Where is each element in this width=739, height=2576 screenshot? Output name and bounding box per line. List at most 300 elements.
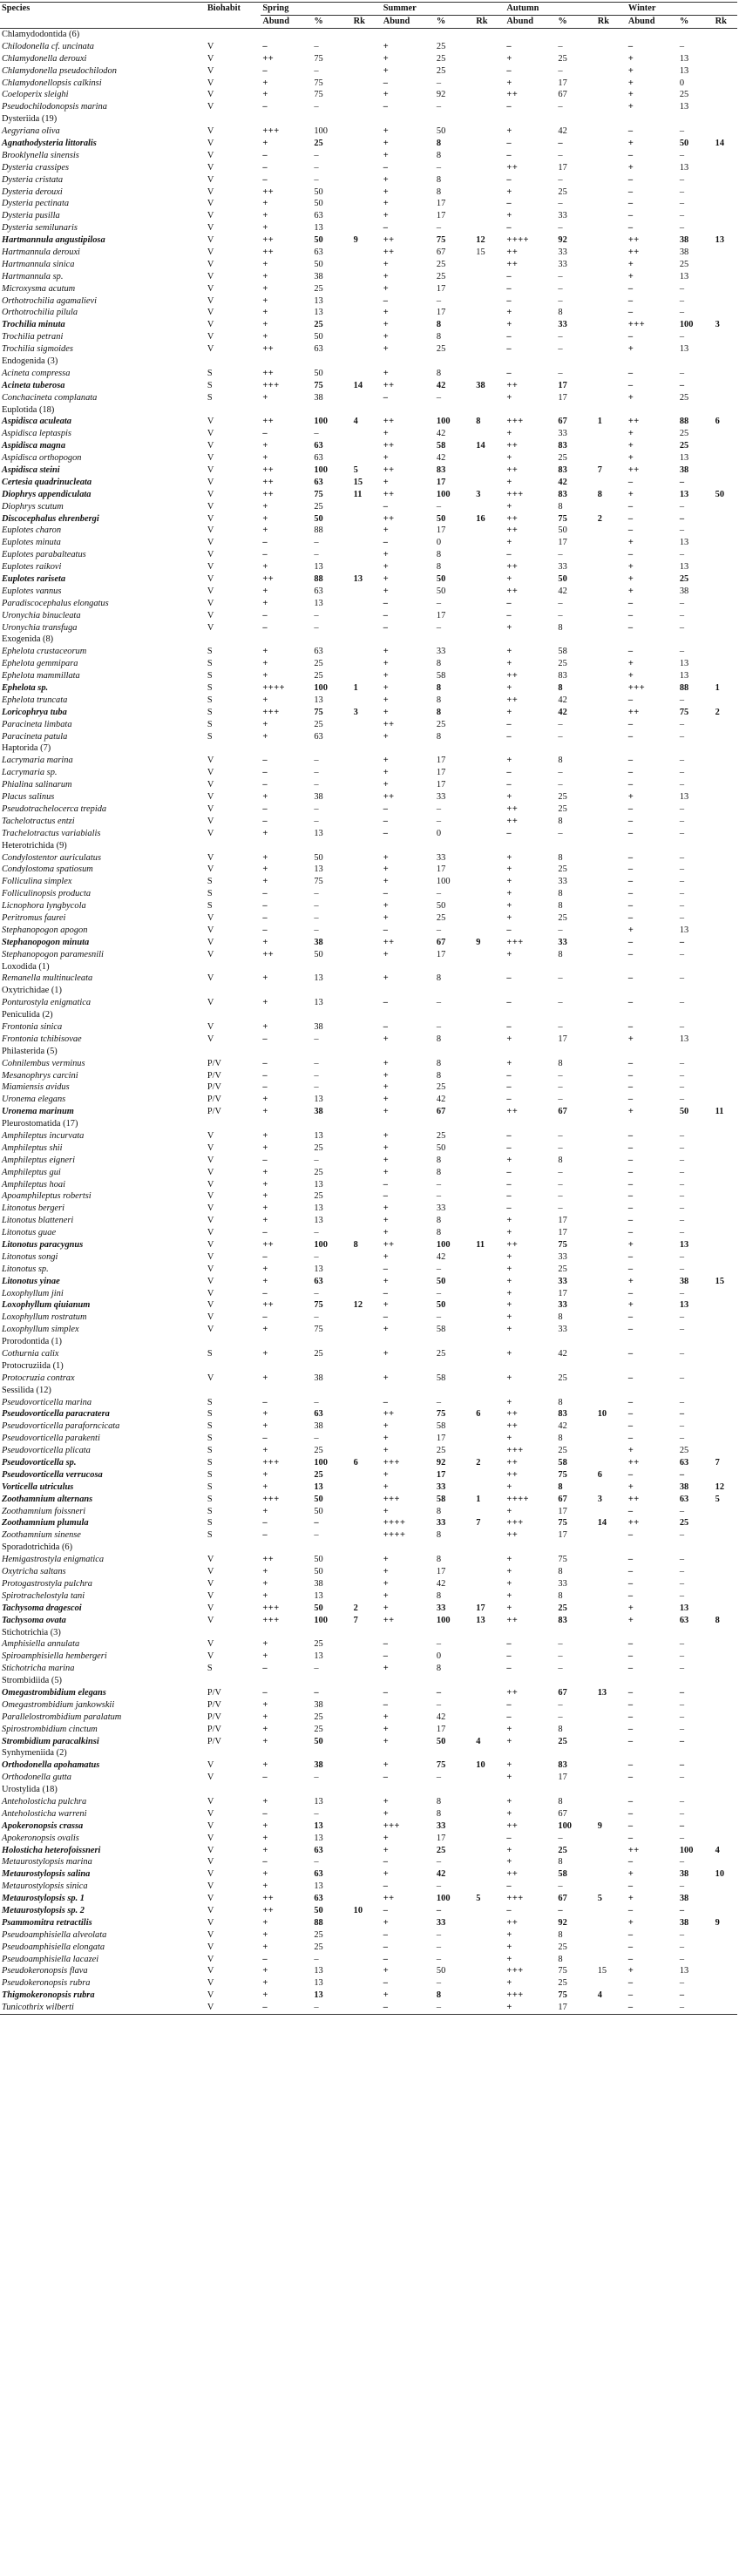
- biohabit: S: [207, 1664, 213, 1674]
- spring-abund: +: [262, 308, 268, 318]
- winter-rank: [714, 537, 737, 549]
- biohabit: V: [207, 1942, 214, 1952]
- winter-abund: +: [627, 1615, 634, 1625]
- table-row: [0, 1445, 737, 1457]
- table-row: [0, 888, 737, 900]
- biohabit: V: [207, 102, 214, 112]
- summer-abund: +: [383, 477, 390, 487]
- autumn-abund: +: [506, 1942, 512, 1952]
- winter-abund: –: [627, 1833, 634, 1843]
- autumn-rank: [596, 1627, 627, 1639]
- autumn-rank: [596, 1675, 627, 1687]
- spring-rank: [352, 1046, 382, 1058]
- autumn-percent: –: [558, 332, 563, 342]
- autumn-rank: [596, 1445, 627, 1457]
- spring-rank: [352, 1929, 382, 1942]
- autumn-rank: [596, 1929, 627, 1942]
- autumn-rank: [596, 1373, 627, 1385]
- spring-rank: [352, 1675, 382, 1687]
- autumn-rank: [596, 1167, 627, 1179]
- autumn-percent: 17: [558, 1228, 567, 1238]
- winter-percent: 25: [679, 259, 689, 269]
- autumn-abund: +: [506, 1434, 512, 1444]
- winter-abund: +: [627, 1446, 634, 1456]
- autumn-percent: [556, 1118, 595, 1130]
- spring-percent: –: [314, 1664, 319, 1674]
- summer-rank: 38: [476, 380, 485, 390]
- spring-abund: +: [262, 1990, 268, 2001]
- autumn-rank: [596, 78, 627, 90]
- spring-percent: 25: [314, 501, 323, 512]
- autumn-abund: +: [506, 622, 512, 633]
- winter-abund: +: [627, 453, 634, 464]
- autumn-abund: –: [506, 925, 512, 935]
- winter-percent: [678, 1385, 714, 1397]
- winter-abund: –: [627, 1699, 634, 1710]
- biohabit: [206, 961, 261, 973]
- spring-rank: [352, 1917, 382, 1929]
- spring-abund: +: [262, 392, 268, 403]
- winter-abund: –: [627, 368, 634, 378]
- autumn-abund: [505, 1542, 556, 1554]
- spring-percent: 13: [314, 998, 323, 1008]
- species-name: Apokeronopsis ovalis: [2, 1833, 79, 1843]
- species-name: Cothurnia calix: [2, 1349, 59, 1359]
- summer-rank: [474, 477, 505, 489]
- spring-abund: +: [262, 828, 268, 838]
- summer-abund: +: [383, 1567, 390, 1577]
- autumn-abund: +: [506, 1397, 512, 1407]
- biohabit: S: [207, 719, 213, 729]
- winter-percent: –: [679, 1506, 685, 1516]
- table-row: [0, 1966, 737, 1978]
- winter-abund: –: [627, 1881, 634, 1892]
- summer-abund: +: [383, 1990, 390, 2001]
- spring-rank: [352, 392, 382, 404]
- spring-percent: 25: [314, 1349, 323, 1359]
- winter-abund: –: [627, 949, 634, 959]
- spring-percent: 13: [314, 973, 323, 984]
- species-name: Peniculida (2): [2, 1010, 53, 1020]
- summer-abund: +: [383, 1216, 390, 1226]
- spring-abund: +: [262, 259, 268, 269]
- species-name: Strombidium paracalkinsi: [2, 1736, 99, 1746]
- summer-abund: ++: [383, 441, 395, 451]
- winter-percent: –: [679, 719, 685, 729]
- autumn-abund: ++++: [506, 1494, 530, 1504]
- winter-percent: –: [679, 1228, 685, 1238]
- autumn-abund: –: [506, 332, 512, 342]
- spring-rank: [352, 186, 382, 199]
- spring-rank: [352, 937, 382, 949]
- spring-abund: +: [262, 1130, 268, 1141]
- autumn-percent: –: [558, 65, 563, 76]
- winter-rank: [714, 1445, 737, 1457]
- autumn-rank: [596, 210, 627, 222]
- species-name: Cohnilembus verminus: [2, 1058, 85, 1068]
- spring-percent: [312, 1009, 351, 1021]
- biohabit: P/V: [207, 1107, 222, 1117]
- table-row: [0, 1954, 737, 1966]
- spring-rank: [352, 1009, 382, 1021]
- summer-rank: [474, 1651, 505, 1663]
- autumn-rank: [596, 247, 627, 259]
- summer-abund: +++: [383, 1458, 400, 1468]
- autumn-abund: [505, 840, 556, 852]
- autumn-rank: [596, 1868, 627, 1881]
- winter-abund: –: [627, 622, 634, 633]
- winter-percent: –: [679, 1373, 685, 1383]
- summer-rank: [474, 283, 505, 295]
- spring-abund: [261, 356, 312, 368]
- spring-percent: [312, 985, 351, 997]
- spring-percent: 50: [314, 259, 323, 269]
- spring-abund: –: [262, 538, 268, 548]
- winter-rank: [714, 1360, 737, 1373]
- spring-rank: 1: [353, 683, 358, 694]
- spring-rank: [352, 1227, 382, 1239]
- spring-rank: [352, 755, 382, 767]
- autumn-abund: +: [506, 1349, 512, 1359]
- spring-percent: [312, 1542, 351, 1554]
- autumn-abund: +: [506, 889, 512, 899]
- summer-abund: +: [383, 586, 390, 596]
- winter-percent: –: [679, 1808, 685, 1819]
- summer-percent: 100: [436, 877, 451, 887]
- spring-percent: 63: [314, 1409, 323, 1420]
- winter-abund: +: [627, 1894, 634, 1904]
- summer-abund: [382, 985, 435, 997]
- percent-header: %: [312, 16, 351, 29]
- summer-rank: [474, 1663, 505, 1675]
- autumn-rank: [596, 586, 627, 598]
- biohabit: V: [207, 925, 214, 935]
- winter-rank: 10: [715, 1869, 725, 1880]
- summer-abund: +: [383, 1155, 390, 1165]
- winter-abund: –: [627, 41, 634, 51]
- biohabit: S: [207, 877, 213, 887]
- autumn-rank: [596, 1215, 627, 1227]
- spring-abund: +: [262, 1966, 268, 1976]
- summer-percent: 17: [436, 1469, 446, 1480]
- autumn-abund: –: [506, 41, 512, 51]
- summer-abund: +: [383, 259, 390, 269]
- summer-rank: [474, 658, 505, 670]
- winter-rank: [714, 1747, 737, 1759]
- autumn-percent: –: [558, 973, 563, 984]
- winter-percent: [678, 29, 714, 41]
- spring-percent: 63: [314, 647, 323, 657]
- winter-rank: [714, 1227, 737, 1239]
- summer-abund: +: [383, 768, 390, 778]
- autumn-rank: [596, 549, 627, 561]
- percent-header: %: [678, 16, 714, 29]
- autumn-rank: [596, 2002, 627, 2014]
- spring-abund: +: [262, 1409, 268, 1420]
- biohabit: V: [207, 332, 214, 342]
- autumn-abund: –: [506, 1203, 512, 1214]
- species-name: Euplotes minuta: [2, 538, 61, 548]
- autumn-abund: ++: [506, 90, 519, 100]
- species-name: Hartmannula angustipilosa: [2, 235, 105, 246]
- spring-rank: [352, 1251, 382, 1264]
- winter-abund: +: [627, 344, 634, 355]
- summer-rank: [474, 1106, 505, 1118]
- winter-percent: –: [679, 598, 685, 608]
- summer-abund: ++: [383, 380, 395, 390]
- summer-percent: 17: [436, 864, 446, 875]
- spring-rank: [352, 973, 382, 985]
- spring-percent: [312, 961, 351, 973]
- summer-abund: –: [383, 1954, 389, 1964]
- spring-rank: [352, 1554, 382, 1566]
- autumn-abund: [505, 29, 556, 41]
- biohabit: V: [207, 211, 214, 221]
- biohabit: V: [207, 562, 214, 573]
- spring-percent: –: [314, 174, 319, 185]
- spring-abund: +: [262, 1699, 268, 1710]
- summer-abund: +: [383, 647, 390, 657]
- spring-percent: 25: [314, 138, 323, 148]
- biohabit: S: [207, 647, 213, 657]
- summer-abund: –: [383, 1264, 389, 1274]
- table-row: [0, 477, 737, 489]
- spring-abund: ++: [262, 368, 275, 378]
- species-name: Loricophrya tuba: [2, 707, 67, 717]
- spring-rank: [352, 743, 382, 756]
- autumn-rank: [596, 1856, 627, 1868]
- spring-abund: +: [262, 1167, 268, 1177]
- summer-rank: [474, 343, 505, 356]
- biohabit: V: [207, 235, 214, 246]
- summer-percent: 8: [436, 1530, 442, 1541]
- table-row: [0, 1227, 737, 1239]
- autumn-percent: 75: [558, 513, 567, 524]
- summer-percent: [435, 29, 474, 41]
- group-row: [0, 1784, 737, 1796]
- spring-percent: 75: [314, 1300, 323, 1311]
- winter-percent: –: [679, 622, 685, 633]
- abund-header: Abund: [627, 16, 678, 29]
- spring-rank: 7: [353, 1615, 358, 1625]
- summer-abund: +: [383, 901, 390, 912]
- spring-rank: [352, 343, 382, 356]
- autumn-abund: +: [506, 1251, 512, 1262]
- summer-percent: 8: [436, 1555, 442, 1565]
- autumn-rank: 5: [597, 1894, 602, 1904]
- winter-rank: [714, 731, 737, 743]
- species-name: Litonotus blatteneri: [2, 1216, 74, 1226]
- winter-rank: [714, 404, 737, 417]
- biohabit: S: [207, 1469, 213, 1480]
- spring-abund: ++: [262, 1300, 275, 1311]
- summer-percent: 33: [436, 1518, 446, 1529]
- autumn-abund: [505, 1747, 556, 1759]
- winter-rank: [714, 1712, 737, 1724]
- summer-abund: +: [383, 1603, 390, 1613]
- autumn-rank: [596, 331, 627, 343]
- winter-rank: [714, 222, 737, 234]
- spring-rank: 15: [353, 477, 363, 487]
- spring-rank: [352, 803, 382, 816]
- summer-rank: [474, 222, 505, 234]
- spring-abund: +++: [262, 1603, 280, 1613]
- biohabit: V: [207, 513, 214, 524]
- spring-rank: [352, 1820, 382, 1833]
- autumn-rank: [596, 1917, 627, 1929]
- table-row: [0, 767, 737, 779]
- autumn-abund: +: [506, 501, 512, 512]
- summer-percent: 8: [436, 562, 442, 573]
- species-name: Ephelota truncata: [2, 695, 68, 705]
- spring-percent: 50: [314, 368, 323, 378]
- species-name: Ephelota mammillata: [2, 671, 80, 681]
- spring-rank: [352, 150, 382, 162]
- spring-abund: +: [262, 1142, 268, 1153]
- summer-percent: 8: [436, 332, 442, 342]
- autumn-abund: +: [506, 574, 512, 585]
- summer-percent: –: [436, 998, 442, 1008]
- winter-abund: +: [627, 392, 634, 403]
- autumn-abund: –: [506, 1833, 512, 1843]
- spring-percent: 50: [314, 235, 323, 246]
- species-name: Anteholosticha pulchra: [2, 1796, 87, 1807]
- spring-abund: +: [262, 1107, 268, 1117]
- summer-abund: +: [383, 949, 390, 959]
- spring-rank: [352, 65, 382, 78]
- species-name: Holosticha heterofoissneri: [2, 1845, 101, 1855]
- summer-percent: –: [436, 925, 442, 935]
- spring-abund: [261, 29, 312, 41]
- biohabit: V: [207, 429, 214, 439]
- biohabit: V: [207, 852, 214, 863]
- biohabit: V: [207, 162, 214, 173]
- autumn-percent: 33: [558, 429, 567, 439]
- autumn-rank: [596, 1808, 627, 1820]
- summer-rank: 5: [476, 1894, 481, 1904]
- species-name: Euplotes rariseta: [2, 574, 66, 585]
- summer-percent: [435, 1542, 474, 1554]
- autumn-abund: +: [506, 659, 512, 669]
- spring-abund: –: [262, 780, 268, 790]
- species-name: Pseudovorticella paraforncicata: [2, 1421, 120, 1432]
- summer-abund: +: [383, 1130, 390, 1141]
- winter-percent: 25: [679, 392, 689, 403]
- winter-percent: –: [679, 1397, 685, 1407]
- biohabit: V: [207, 1796, 214, 1807]
- winter-abund: +: [627, 102, 634, 112]
- table-row: [0, 658, 737, 670]
- winter-rank: 9: [715, 1917, 720, 1928]
- spring-abund: –: [262, 1808, 268, 1819]
- summer-rank: [474, 1590, 505, 1603]
- summer-abund: +: [383, 1107, 390, 1117]
- spring-percent: –: [312, 2002, 351, 2014]
- winter-abund: –: [627, 477, 634, 487]
- winter-percent: [678, 961, 714, 973]
- autumn-rank: [596, 1663, 627, 1675]
- species-name: Condylostentor auriculatus: [2, 852, 102, 863]
- winter-rank: [714, 113, 737, 125]
- winter-rank: [714, 1179, 737, 1191]
- spring-abund: –: [262, 803, 268, 814]
- table-row: [0, 1481, 737, 1494]
- winter-abund: +: [627, 441, 634, 451]
- species-name: Pseudovorticella marina: [2, 1397, 92, 1407]
- winter-percent: –: [679, 1736, 685, 1746]
- winter-percent: –: [679, 1724, 685, 1734]
- winter-abund: [627, 634, 678, 647]
- winter-abund: [627, 1747, 678, 1759]
- spring-abund: +: [262, 1325, 268, 1335]
- spring-abund: ++: [262, 949, 275, 959]
- table-row: [0, 1772, 737, 1784]
- summer-percent: 8: [436, 731, 442, 742]
- group-row: [0, 1747, 737, 1759]
- summer-rank: [474, 755, 505, 767]
- winter-rank: [714, 1699, 737, 1712]
- biohabit: V: [207, 1203, 214, 1214]
- table-row: [0, 1203, 737, 1215]
- table-row: [0, 1094, 737, 1106]
- spring-abund: –: [262, 1082, 268, 1093]
- winter-percent: –: [679, 199, 685, 209]
- summer-percent: 8: [436, 186, 442, 197]
- autumn-abund: [505, 1118, 556, 1130]
- winter-rank: [714, 586, 737, 598]
- autumn-percent: [556, 356, 595, 368]
- spring-rank: [352, 1529, 382, 1542]
- autumn-percent: 25: [558, 1373, 567, 1383]
- table-row: [0, 1518, 737, 1530]
- spring-rank: [352, 1759, 382, 1772]
- spring-rank: [352, 779, 382, 791]
- winter-percent: –: [679, 1216, 685, 1226]
- spring-percent: –: [314, 1857, 319, 1868]
- autumn-rank: [596, 695, 627, 707]
- spring-rank: [352, 1179, 382, 1191]
- summer-percent: [435, 985, 474, 997]
- spring-percent: 13: [314, 1590, 323, 1601]
- biohabit: S: [207, 380, 213, 390]
- autumn-rank: [596, 198, 627, 210]
- biohabit: V: [207, 803, 214, 814]
- autumn-rank: [596, 1276, 627, 1288]
- species-name: Acineta tuberosa: [2, 380, 65, 390]
- table-row: [0, 779, 737, 791]
- autumn-abund: ++: [506, 1820, 519, 1831]
- summer-rank: [474, 1833, 505, 1845]
- spring-abund: ++: [262, 477, 275, 487]
- summer-abund: ++: [383, 1615, 395, 1625]
- table-row: [0, 271, 737, 283]
- biohabit: V: [207, 792, 214, 803]
- spring-percent: 63: [314, 344, 323, 355]
- autumn-abund: ++: [506, 259, 519, 269]
- summer-abund: ++: [383, 513, 395, 524]
- biohabit: [206, 1784, 261, 1796]
- winter-abund: –: [627, 1664, 634, 1674]
- biohabit: V: [207, 1978, 214, 1989]
- winter-abund: –: [627, 1555, 634, 1565]
- autumn-abund: +: [506, 792, 512, 803]
- winter-percent: –: [679, 1820, 685, 1831]
- autumn-abund: –: [506, 768, 512, 778]
- winter-rank: [714, 1929, 737, 1942]
- summer-rank: [474, 1336, 505, 1348]
- table-row: [0, 1845, 737, 1857]
- summer-abund: +++: [383, 1494, 400, 1504]
